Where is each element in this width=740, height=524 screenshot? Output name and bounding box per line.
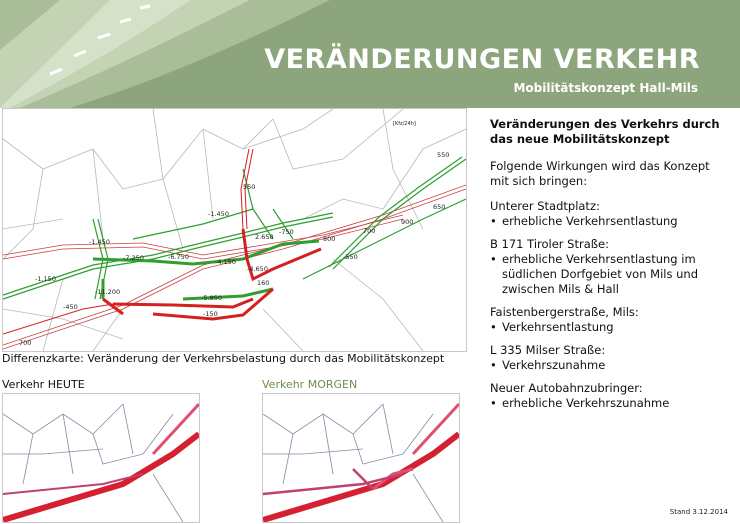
map-label: -750 [279, 228, 294, 236]
map-label: -550 [343, 253, 358, 261]
section-heading: Faistenbergerstraße, Mils: [490, 305, 639, 319]
today-label: Verkehr HEUTE [2, 378, 85, 391]
map-label: 550 [243, 183, 256, 191]
header-banner [0, 0, 740, 108]
section-item: • Verkehrszunahme [502, 358, 722, 373]
map-unit: [Kfz/24h] [393, 121, 416, 127]
map-label: -4.650 [247, 265, 268, 273]
map-label: -4.150 [215, 258, 236, 266]
today-map [2, 393, 200, 523]
map-caption: Differenzkarte: Veränderung der Verkehrsbelastung durch das Mobilitätskonzept [2, 352, 445, 365]
section-heading: B 171 Tiroler Straße: [490, 237, 609, 251]
map-label: -1.150 [35, 275, 56, 283]
info-panel [490, 117, 722, 419]
map-label: 700 [19, 339, 32, 347]
tomorrow-label: Verkehr MORGEN [262, 378, 358, 391]
page-subtitle: Mobilitätskonzept Hall-Mils [513, 81, 698, 95]
map-label: -150 [203, 310, 218, 318]
tomorrow-map [262, 393, 460, 523]
map-label: -1.450 [208, 210, 229, 218]
map-label: -1.450 [89, 238, 110, 246]
difference-map-graphic [3, 109, 466, 351]
map-label: -7.250 [123, 254, 144, 262]
section-item: • erhebliche Verkehrsentlastung [502, 214, 722, 229]
section-autobahnzubringer [490, 381, 722, 411]
map-label: 700 [363, 227, 376, 235]
section-item: • Verkehrsentlastung [502, 320, 722, 335]
tomorrow-map-graphic [263, 394, 459, 522]
map-label: 900 [401, 218, 414, 226]
section-heading: L 335 Milser Straße: [490, 343, 606, 357]
map-label: 2.650 [255, 233, 274, 241]
panel-intro: Veränderungen des Verkehrs durch das neue Mobilitätskonzept [490, 117, 720, 146]
section-faistenberger [490, 305, 722, 335]
page-title: VERÄNDERUNGEN VERKEHR [264, 44, 700, 75]
section-heading: Unterer Stadtplatz: [490, 199, 600, 213]
map-label: -11.200 [95, 288, 121, 296]
map-label: -450 [63, 303, 78, 311]
difference-map [2, 108, 467, 352]
section-item: • erhebliche Verkehrsentlastung im südlichen Dorfgebiet von Mils und zwischen Mils & Hall [502, 252, 722, 297]
map-label: 650 [433, 203, 446, 211]
stand-date: Stand 3.12.2014 [669, 508, 728, 516]
map-label: -6.750 [168, 253, 189, 261]
today-map-graphic [3, 394, 199, 522]
section-l335 [490, 343, 722, 373]
section-b171 [490, 237, 722, 297]
section-heading: Neuer Autobahnzubringer: [490, 381, 643, 395]
map-label: 800 [323, 235, 336, 243]
map-label: 550 [437, 151, 450, 159]
map-label: -5.850 [201, 294, 222, 302]
section-item: • erhebliche Verkehrszunahme [502, 396, 722, 411]
section-stadtplatz [490, 199, 722, 229]
panel-lead: Folgende Wirkungen wird das Konzept mit sich bringen: [490, 159, 710, 188]
map-label: 160 [257, 279, 270, 287]
